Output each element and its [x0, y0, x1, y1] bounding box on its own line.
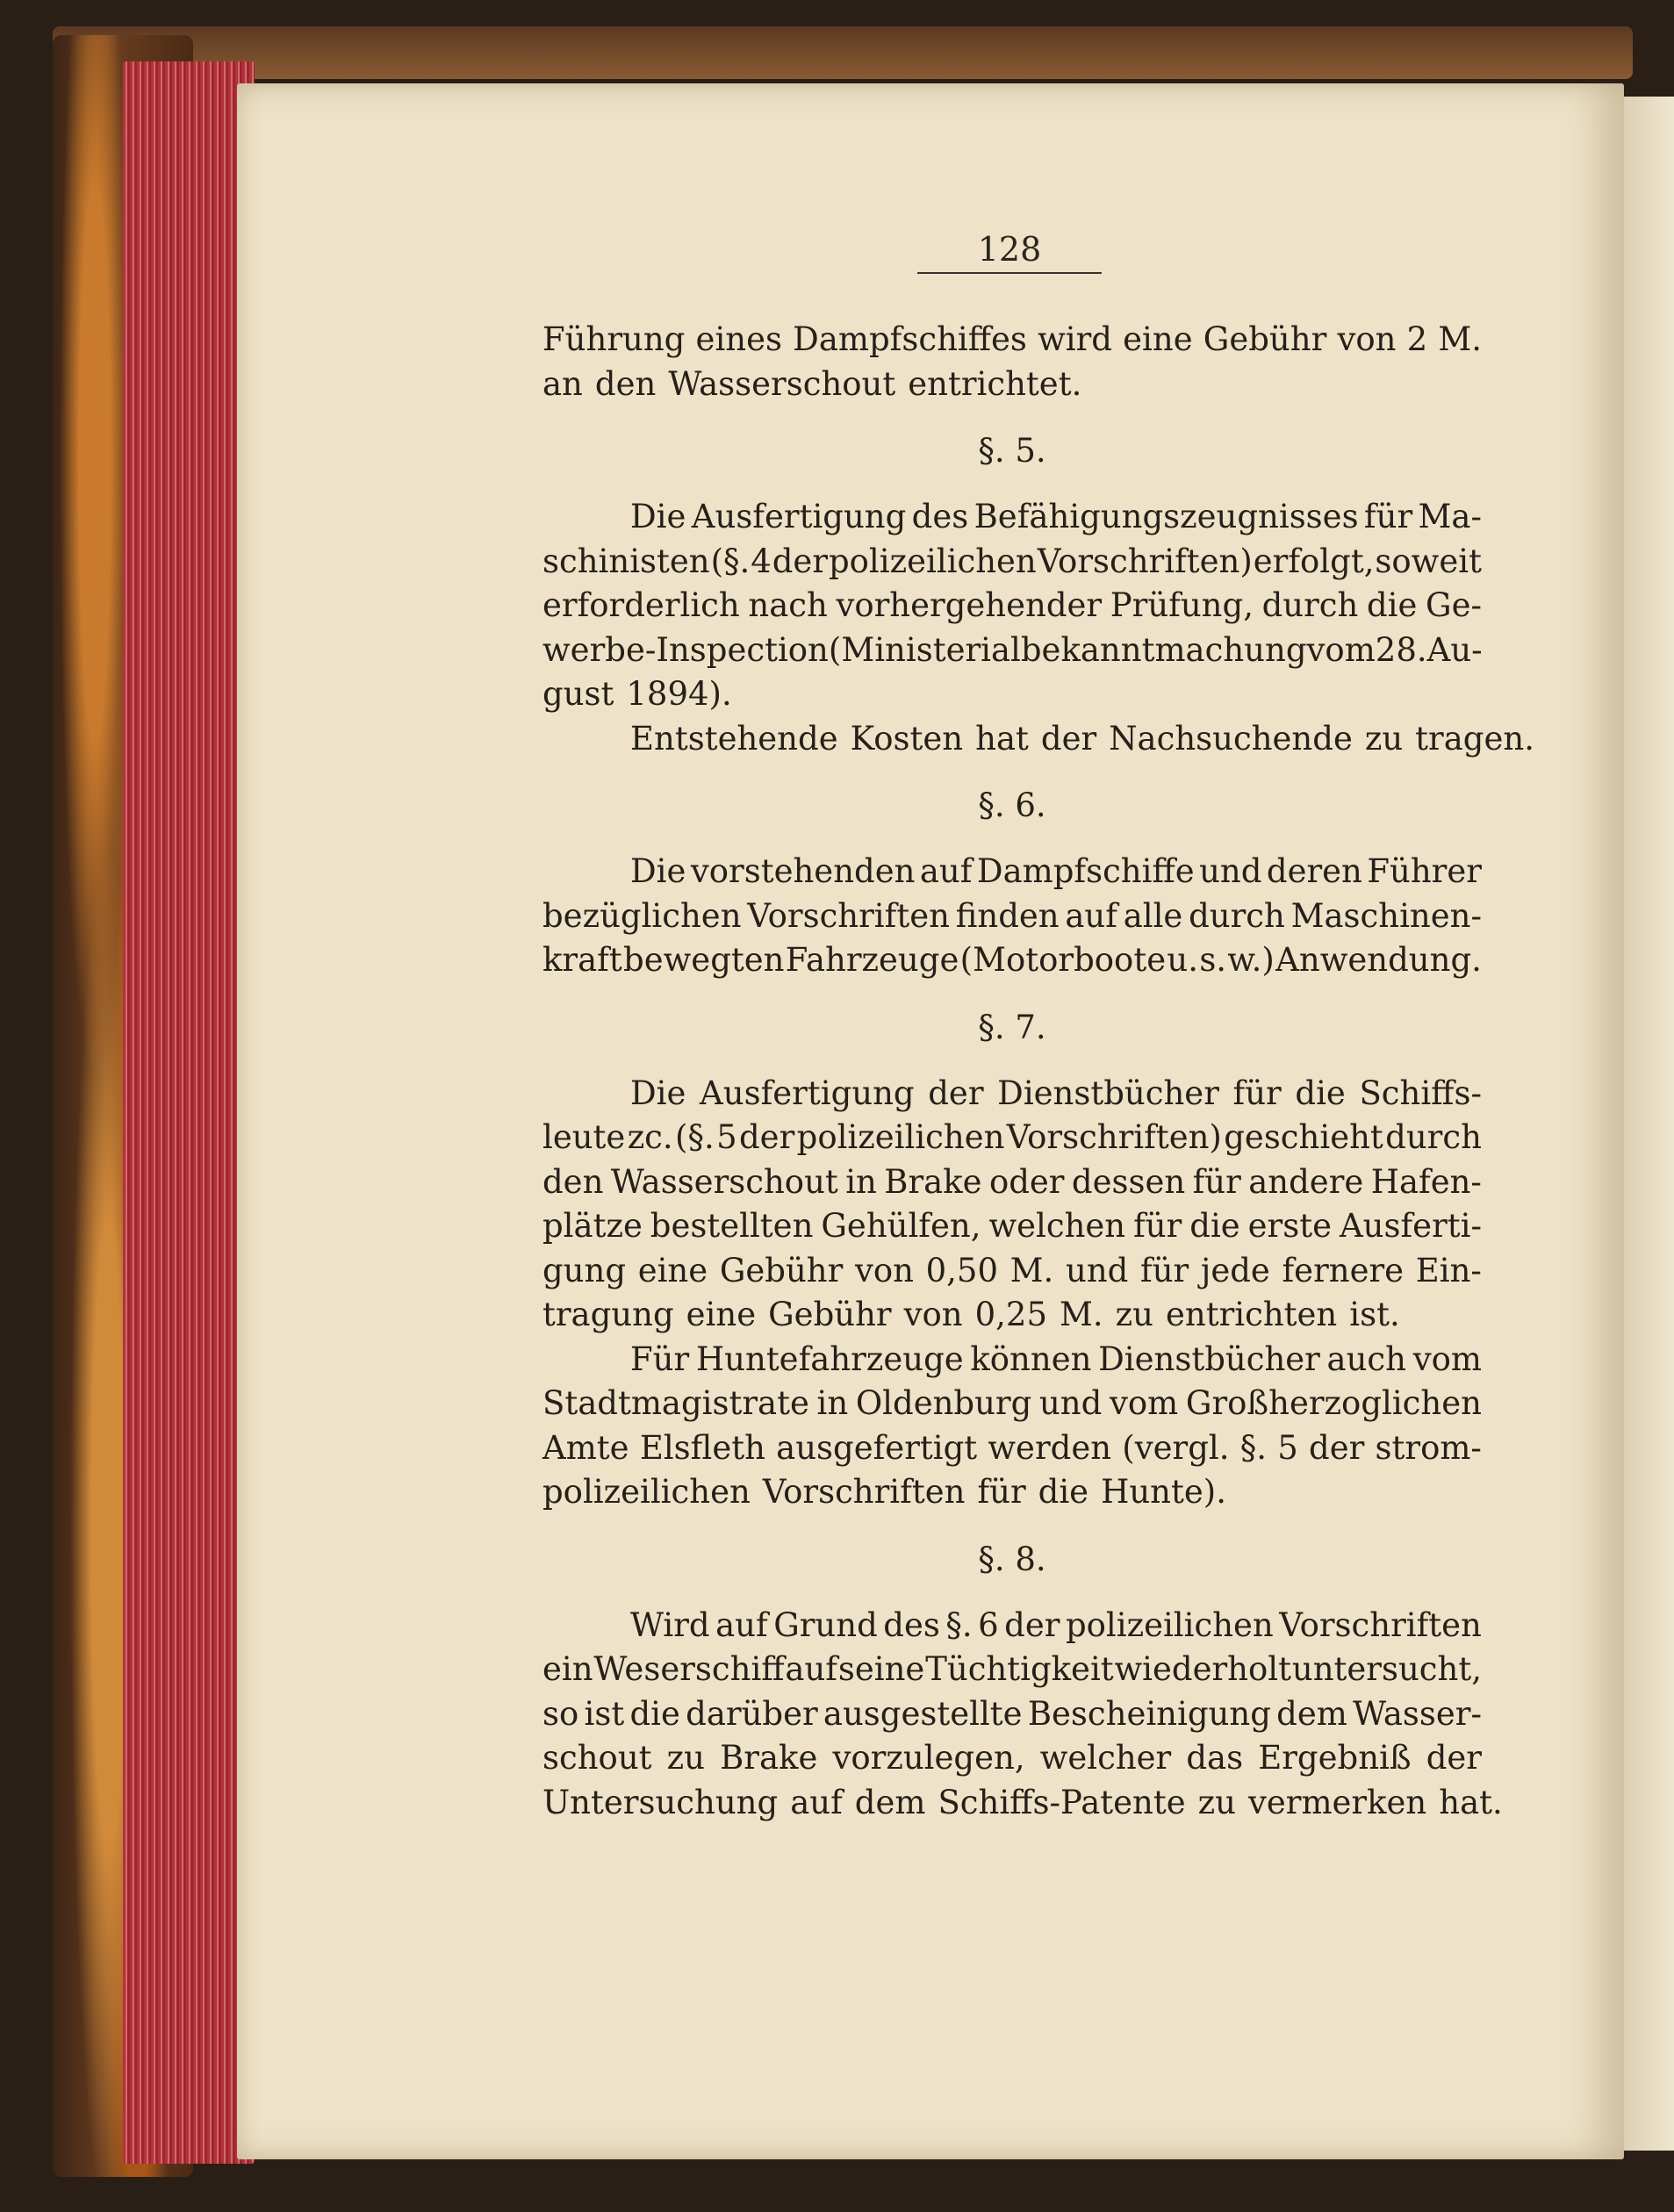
- word: M.: [1009, 1251, 1054, 1289]
- word: entrichtet.: [908, 364, 1082, 403]
- word: 28.: [1375, 630, 1427, 669]
- text-line: [542, 717, 1534, 762]
- word: oder: [988, 1162, 1065, 1201]
- word: Führung: [542, 320, 686, 358]
- word: Huntefahrzeuge: [695, 1339, 964, 1378]
- word: M.: [1060, 1296, 1103, 1333]
- word: Amte: [542, 1428, 629, 1467]
- word: der: [1040, 719, 1097, 758]
- word: Ausfertigung: [700, 1074, 915, 1112]
- word: zu: [666, 1739, 705, 1777]
- word: Grund: [773, 1605, 878, 1644]
- word: durch: [1385, 1118, 1482, 1156]
- word: Oldenburg: [855, 1384, 1032, 1422]
- word: Ge-: [1426, 586, 1482, 624]
- word: von: [854, 1251, 914, 1289]
- word: Wasserschout: [668, 364, 896, 403]
- word: durch: [1261, 586, 1359, 624]
- word: (§.: [710, 542, 751, 580]
- word: für: [1140, 1251, 1189, 1289]
- text-line: [542, 495, 1482, 540]
- word: Wasserschout: [610, 1162, 838, 1201]
- word: Für: [630, 1339, 690, 1378]
- word: eine: [686, 1296, 757, 1333]
- word: Befähigungszeugnisses: [974, 498, 1359, 535]
- word: durch: [1189, 896, 1285, 935]
- word: der: [772, 542, 829, 580]
- word: hat.: [1439, 1783, 1503, 1821]
- text-line: [542, 1249, 1482, 1294]
- word: das: [1186, 1739, 1244, 1777]
- word: bewegten: [623, 941, 785, 979]
- word: (Motorboote: [959, 941, 1167, 979]
- text-line: [542, 1204, 1482, 1249]
- word: den: [594, 364, 657, 403]
- word: erforderlich: [542, 586, 740, 624]
- word: kraft: [542, 941, 622, 979]
- word: s.: [1199, 941, 1227, 979]
- text-line: [542, 1736, 1482, 1781]
- word: Die: [630, 852, 686, 890]
- text-line: [542, 1116, 1482, 1160]
- word: Großherzoglichen: [1185, 1384, 1482, 1422]
- text-line: [542, 1781, 1503, 1826]
- word: Entstehende: [630, 719, 838, 758]
- word: werden: [988, 1428, 1112, 1467]
- word: bestellten: [650, 1207, 814, 1245]
- section-heading: §. 6.: [978, 786, 1046, 824]
- word: vom: [1412, 1339, 1482, 1378]
- text-line: [542, 850, 1482, 894]
- word: 6: [978, 1605, 999, 1644]
- text-line: [542, 1470, 1482, 1515]
- header-rule: [917, 272, 1102, 274]
- word: plätze: [542, 1207, 643, 1245]
- word: für: [1363, 498, 1413, 535]
- word: in: [845, 1162, 877, 1201]
- word: alle: [1123, 896, 1183, 935]
- page-text: [542, 318, 1534, 1825]
- word: die: [1189, 1207, 1240, 1245]
- word: strom-: [1375, 1428, 1482, 1467]
- text-line: [542, 672, 1482, 717]
- word: erste: [1247, 1207, 1332, 1245]
- word: für: [977, 1473, 1026, 1511]
- word: die: [1295, 1074, 1346, 1112]
- text-line: [542, 1160, 1482, 1205]
- facing-page-edge: [1615, 97, 1674, 2151]
- word: auf: [785, 1650, 838, 1688]
- word: Hafen-: [1370, 1162, 1482, 1201]
- word: vermerken: [1247, 1783, 1427, 1821]
- word: Wird: [630, 1605, 710, 1644]
- text-line: [542, 363, 1482, 407]
- word: seine: [837, 1650, 925, 1688]
- word: zu: [1364, 719, 1404, 758]
- word: und: [1038, 1384, 1103, 1422]
- word: eines: [695, 320, 782, 358]
- text-line: [542, 584, 1482, 628]
- word: des: [883, 1605, 940, 1644]
- word: erfolgt,: [1253, 542, 1375, 580]
- word: von: [903, 1296, 963, 1333]
- word: und: [1199, 852, 1262, 890]
- text-line: [542, 1648, 1482, 1692]
- word: die: [629, 1694, 680, 1733]
- word: polizeilichen: [828, 542, 1037, 580]
- word: (vergl.: [1122, 1428, 1230, 1467]
- word: vom: [1109, 1384, 1179, 1422]
- word: vom: [1306, 630, 1376, 669]
- word: schinisten: [542, 542, 710, 580]
- text-line: [542, 540, 1482, 585]
- word: Dampfschiffe: [976, 852, 1195, 890]
- word: Brake: [884, 1162, 982, 1201]
- text-line: [542, 1382, 1482, 1426]
- word: Ein-: [1415, 1251, 1482, 1289]
- word: in: [816, 1384, 849, 1422]
- word: tragung: [542, 1296, 674, 1333]
- word: für: [1133, 1207, 1182, 1245]
- word: Nachsuchende: [1109, 719, 1353, 758]
- word: schout: [542, 1739, 652, 1777]
- word: (§.: [675, 1118, 715, 1156]
- word: bezüglichen: [542, 896, 742, 935]
- word: u.: [1167, 941, 1198, 979]
- word: 2: [1406, 320, 1428, 358]
- word: Untersuchung: [542, 1783, 779, 1821]
- word: von: [1337, 320, 1397, 358]
- word: gung: [542, 1251, 627, 1289]
- word: Gebühr: [1203, 320, 1327, 358]
- word: Au-: [1426, 630, 1483, 669]
- word: zc.: [627, 1118, 673, 1156]
- word: w.): [1227, 941, 1275, 979]
- word: darüber: [686, 1694, 818, 1733]
- word: können: [970, 1339, 1092, 1378]
- text-line: [542, 938, 1482, 983]
- book-cover-top: [53, 26, 1633, 79]
- word: für: [1232, 1074, 1282, 1112]
- text-line: [542, 1426, 1482, 1471]
- word: entrichten: [1166, 1296, 1338, 1333]
- word: eine: [1123, 320, 1193, 358]
- word: zu: [1115, 1296, 1153, 1333]
- word: Schiffs-: [1359, 1074, 1482, 1112]
- word: Tüchtigkeit: [925, 1650, 1114, 1688]
- word: welcher: [1039, 1739, 1172, 1777]
- word: untersucht,: [1291, 1650, 1482, 1688]
- word: und: [1065, 1251, 1129, 1289]
- word: Ergebniß: [1258, 1739, 1412, 1777]
- word: 5: [1277, 1428, 1298, 1467]
- word: 0,25: [974, 1296, 1048, 1333]
- word: Fahrzeuge: [785, 941, 959, 979]
- word: hat: [975, 719, 1029, 758]
- word: Gebühr: [719, 1251, 844, 1289]
- word: an: [542, 364, 583, 403]
- word: werbe-Inspection: [542, 630, 829, 669]
- section-heading: §. 7.: [978, 1008, 1046, 1046]
- section-heading: §. 8.: [978, 1540, 1046, 1578]
- word: der: [1004, 1605, 1060, 1644]
- word: der: [1309, 1428, 1365, 1467]
- word: andere: [1248, 1162, 1364, 1201]
- word: Dienstbücher: [997, 1074, 1219, 1112]
- word: fernere: [1282, 1251, 1405, 1289]
- word: Ausferti-: [1339, 1207, 1482, 1245]
- word: der: [1426, 1739, 1482, 1777]
- word: Prüfung,: [1110, 586, 1254, 624]
- page-number: 128: [977, 230, 1042, 269]
- word: Brake: [720, 1739, 818, 1777]
- text-line: [542, 628, 1482, 673]
- word: 5: [716, 1118, 737, 1156]
- word: Anwendung.: [1275, 941, 1482, 979]
- word: Die: [630, 498, 686, 535]
- word: Gehülfen,: [821, 1207, 981, 1245]
- word: vorhergehender: [836, 586, 1103, 624]
- text-line: [542, 1293, 1482, 1338]
- word: M.: [1438, 320, 1482, 358]
- word: Wasser-: [1353, 1694, 1482, 1733]
- word: Stadtmagistrate: [542, 1384, 809, 1422]
- word: Vorschriften: [1279, 1605, 1482, 1644]
- word: finden: [955, 896, 1060, 935]
- word: vorzulegen,: [832, 1739, 1025, 1777]
- word: so: [542, 1694, 579, 1733]
- word: dessen: [1071, 1162, 1186, 1201]
- word: zu: [1197, 1783, 1236, 1821]
- text-line: [542, 318, 1482, 363]
- word: auf: [919, 852, 973, 890]
- word: Gebühr: [768, 1296, 892, 1333]
- word: Dampfschiffes: [793, 320, 1027, 358]
- page-edges: [123, 61, 255, 2164]
- word: Hunte).: [1101, 1473, 1226, 1511]
- section-heading: §. 5.: [978, 432, 1046, 470]
- word: leute: [542, 1118, 626, 1156]
- word: polizeilichen: [1065, 1605, 1274, 1644]
- word: polizeilichen: [542, 1473, 751, 1511]
- text-line: [542, 1072, 1482, 1117]
- word: deren: [1266, 852, 1362, 890]
- word: ist: [584, 1694, 625, 1733]
- word: die: [1038, 1473, 1089, 1511]
- word: §.: [1239, 1428, 1267, 1467]
- word: des: [911, 498, 969, 535]
- word: für: [1192, 1162, 1241, 1201]
- word: polizeilichen: [796, 1118, 1005, 1156]
- word: 4: [751, 542, 772, 580]
- word: Ausfertigung: [691, 498, 907, 535]
- word: ausgefertigt: [776, 1428, 978, 1467]
- text-line: [542, 1604, 1482, 1648]
- word: Elsfleth: [639, 1428, 765, 1467]
- word: wird: [1038, 320, 1112, 358]
- word: soweit: [1375, 542, 1482, 580]
- word: eine: [637, 1251, 708, 1289]
- word: welchen: [988, 1207, 1126, 1245]
- word: Bescheinigung: [1027, 1694, 1271, 1733]
- word: dem: [1276, 1694, 1347, 1733]
- word: Schiffs-Patente: [938, 1783, 1186, 1821]
- word: ist.: [1349, 1296, 1400, 1333]
- word: Führer: [1367, 852, 1482, 890]
- word: Maschinen-: [1290, 896, 1482, 935]
- word: auf: [715, 1605, 768, 1644]
- word: (Ministerialbekanntmachung: [828, 630, 1307, 669]
- word: vorstehenden: [690, 852, 916, 890]
- text-line: [542, 1338, 1482, 1382]
- word: der: [928, 1074, 984, 1112]
- word: wiederholt: [1114, 1650, 1291, 1688]
- text-line: [542, 1692, 1482, 1737]
- word: 0,50: [925, 1251, 999, 1289]
- word: ausgestellte: [823, 1694, 1023, 1733]
- word: Vorschriften: [747, 896, 950, 935]
- word: Ma-: [1418, 498, 1482, 535]
- word: Vorschriften): [1037, 542, 1253, 580]
- word: auch: [1326, 1339, 1406, 1378]
- word: dem: [854, 1783, 926, 1821]
- word: Dienstbücher: [1098, 1339, 1320, 1378]
- word: Vorschriften: [762, 1473, 966, 1511]
- word: §.: [945, 1605, 973, 1644]
- word: tragen.: [1415, 719, 1534, 758]
- word: geschieht: [1224, 1118, 1383, 1156]
- word: den: [542, 1162, 604, 1201]
- word: Kosten: [850, 719, 964, 758]
- word: ein: [542, 1650, 593, 1688]
- text-line: [542, 894, 1482, 939]
- word: auf: [790, 1783, 843, 1821]
- word: der: [739, 1118, 795, 1156]
- word: auf: [1065, 896, 1117, 935]
- word: 1894).: [626, 675, 732, 713]
- word: Die: [630, 1074, 686, 1112]
- word: Vorschriften): [1006, 1118, 1222, 1156]
- word: jede: [1200, 1251, 1270, 1289]
- word: Weserschiff: [593, 1650, 785, 1688]
- word: gust: [542, 675, 614, 713]
- word: nach: [748, 586, 828, 624]
- word: die: [1366, 586, 1418, 624]
